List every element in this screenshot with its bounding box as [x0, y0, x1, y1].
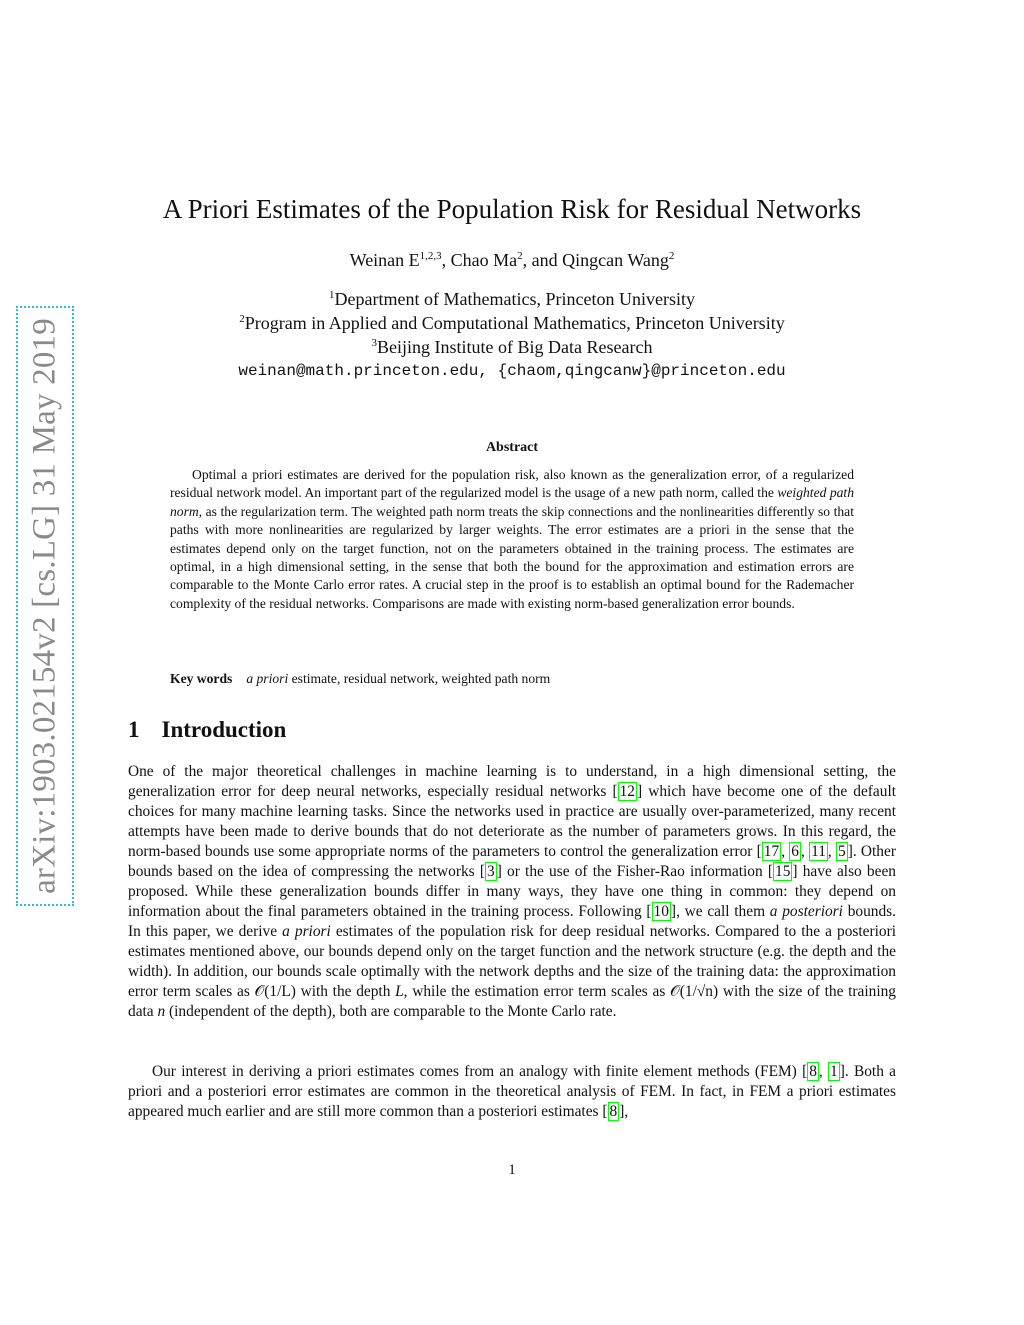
- author-list: [0, 250, 1024, 271]
- affiliation-marker: 2: [239, 313, 245, 325]
- section-number: 1: [128, 717, 140, 742]
- citation-link[interactable]: 8: [609, 1103, 618, 1120]
- math-expression: 𝒪(1/L): [254, 983, 296, 1000]
- citation-link[interactable]: 3: [487, 863, 495, 880]
- math-expression: 𝒪(1/√n): [670, 983, 719, 1000]
- math-expression: n: [157, 1003, 166, 1020]
- author-name: , and Qingcan Wang: [522, 250, 669, 270]
- author-affiliation-marker: 2: [517, 250, 523, 262]
- author-name: , Chao Ma: [441, 250, 518, 270]
- affiliation-marker: 3: [371, 337, 378, 349]
- math-expression: L: [395, 983, 404, 1000]
- citation-link[interactable]: 6: [791, 843, 799, 860]
- author-affiliation-marker: 1,2,3: [419, 250, 442, 262]
- intro-paragraph: One of the major theoretical challenges in machine learning is to understand, in a high dimensional setting, the generalization error for deep neural networks, especially residual networks [ 12 ] which have become one of the default choices for many machine learning tasks. Since the networks used in practice are usually over-parameterized, many recent attempts have been made to derive bounds that do not deteriorate as the number of parameters grows. In this regard, the norm-based bounds use some appropriate norms of the parameters to control the generalization error [ 17 , 6 , 11 , 5 ]. Other bounds based on the idea of compressing the networks [ 3 ] or the use of the Fisher-Rao information [ 15 ] have also been proposed. While these generalization bounds differ in many ways, they have one thing in common: they depend on information about the final parameters obtained in the training process. Following [ 10 ], we call them a posteriori bounds. In this paper, we derive a priori estimates of the population risk for deep residual networks. Compared to the a posteriori estimates mentioned above, our bounds depend only on the target function and the network structure (e.g. the depth and the width). In addition, our bounds scale optimally with the network depths and the size of the training data: the approximation error term scales as 𝒪(1/L) with the depth L, while the estimation error term scales as 𝒪(1/√n) with the size of the training data n (independent of the depth), both are comparable to the Monte Carlo rate.: [128, 763, 897, 1020]
- affiliation-line: [0, 313, 1024, 334]
- arxiv-sidebar-stamp[interactable]: [16, 306, 74, 906]
- citation-link[interactable]: 5: [838, 843, 846, 860]
- intro-paragraph: Our interest in deriving a priori estimates comes from an analogy with finite element methods (FEM) [ 8 , 1 ]. Both a priori and a posteriori error estimates are common in the theoretical analysis of FEM. In fact, in FEM a priori estimates appeared much earlier and are still more common than a posteriori estimates [ 8 ],: [128, 1063, 896, 1120]
- author-affiliation-marker: 2: [668, 250, 675, 262]
- paper-title: A Priori Estimates of the Population Risk for Residual Networks: [162, 194, 862, 224]
- keywords: Key words a priori estimate, residual network, weighted path norm: [170, 671, 551, 686]
- citation-link[interactable]: 17: [763, 843, 780, 860]
- affiliation-line: [0, 337, 1024, 358]
- affiliation-line: [0, 289, 1024, 310]
- affiliation-text: Beijing Institute of Big Data Research: [377, 337, 653, 357]
- citation-link[interactable]: 12: [619, 783, 635, 800]
- section-heading: [128, 717, 286, 743]
- citation-link[interactable]: 15: [775, 863, 791, 880]
- page-number: 1: [508, 1162, 516, 1178]
- section-title: Introduction: [161, 717, 287, 742]
- affiliation-text: Program in Applied and Computational Mathematics, Princeton University: [244, 313, 785, 333]
- affiliation-marker: 1: [329, 289, 335, 301]
- author-emails: weinan@math.princeton.edu, {chaom,qingcanw}@princeton.edu: [238, 362, 786, 380]
- arxiv-identifier[interactable]: arXiv:1903.02154v2 [cs.LG] 31 May 2019: [26, 318, 63, 894]
- citation-link[interactable]: 8: [809, 1063, 817, 1080]
- citation-link[interactable]: 11: [811, 843, 826, 860]
- author-name: Weinan E: [349, 250, 420, 270]
- citation-link[interactable]: 1: [830, 1063, 838, 1080]
- affiliation-text: Department of Mathematics, Princeton University: [334, 289, 695, 309]
- citation-link[interactable]: 10: [653, 903, 669, 920]
- abstract-heading: Abstract: [485, 440, 539, 455]
- keywords-label: Key words: [170, 671, 233, 686]
- abstract-body: Optimal a priori estimates are derived for the population risk, also known as the generalization error, of a regularized residual network model. An important part of the regularized model is the usage of a new path norm, called the weighted path norm, as the regularization term. The weighted path norm treats the skip connections and the nonlinearities differently so that paths with more nonlinearities are regularized by larger weights. The error estimates are a priori in the sense that the estimates depend only on the target function, not on the parameters obtained in the training process. The estimates are optimal, in a high dimensional setting, in the sense that both the bound for the approximation and estimation errors are comparable to the Monte Carlo error rates. A crucial step in the proof is to establish an optimal bound for the Rademacher complexity of the residual networks. Comparisons are made with existing norm-based generalization error bounds.: [170, 467, 854, 611]
